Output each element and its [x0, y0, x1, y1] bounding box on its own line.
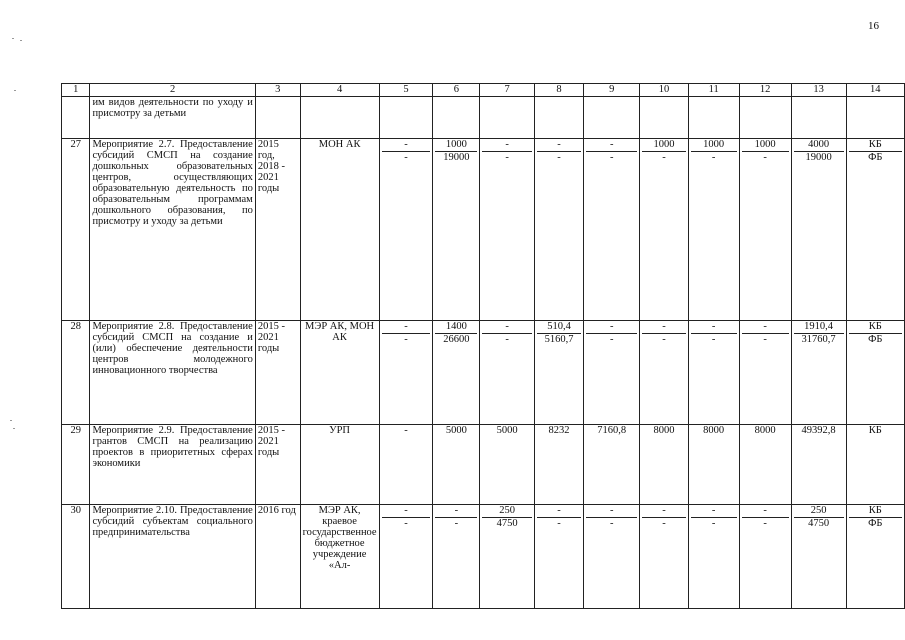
value: -	[404, 425, 408, 436]
value: -	[586, 321, 637, 334]
value: 5000	[496, 425, 518, 436]
value: 49392,8	[801, 425, 836, 436]
header-cell: 14	[846, 84, 904, 97]
value-cell	[640, 425, 688, 505]
value: -	[662, 152, 666, 163]
value-cell	[379, 425, 433, 505]
value: 8232	[548, 425, 570, 436]
cell	[584, 97, 640, 139]
value: -	[763, 152, 767, 163]
period: 2016 год	[255, 505, 300, 609]
value-cell	[584, 139, 640, 321]
value: -	[482, 321, 532, 334]
value-cell	[534, 505, 583, 609]
value: -	[557, 518, 561, 529]
value-cell	[640, 321, 688, 425]
value-cell	[379, 505, 433, 609]
executor: МЭР АК, МОН АК	[300, 321, 379, 425]
scan-speck	[13, 428, 15, 429]
value-cell	[640, 139, 688, 321]
value: 4750	[808, 518, 830, 529]
value: -	[382, 321, 431, 334]
header-cell: 13	[791, 84, 846, 97]
table-row	[62, 139, 905, 321]
value: -	[404, 518, 408, 529]
funding-source: КБ	[868, 425, 882, 436]
value: -	[454, 518, 459, 529]
value: -	[609, 152, 614, 163]
scan-speck	[12, 38, 14, 39]
value: 1910,4	[794, 321, 844, 334]
value: -	[404, 334, 408, 345]
value: -	[763, 334, 767, 345]
scan-speck	[10, 420, 12, 421]
source-cell	[846, 321, 904, 425]
funding-source: ФБ	[868, 152, 883, 163]
continuation-text: им видов деятельности по уходу и присмотру за детьми	[90, 97, 255, 139]
funding-source: ФБ	[868, 334, 883, 345]
value: -	[711, 152, 716, 163]
row-number: 29	[62, 425, 90, 505]
scan-speck	[14, 90, 16, 91]
header-cell: 6	[433, 84, 480, 97]
period: 2015 год, 2018 - 2021 годы	[255, 139, 300, 321]
value-cell	[739, 505, 791, 609]
value: 1000	[691, 139, 737, 152]
value: -	[537, 139, 581, 152]
value: 1400	[435, 321, 477, 334]
cell	[534, 97, 583, 139]
measure-description: Мероприятие 2.10. Предоставление субсидий субъектам социального предпринимательства	[90, 505, 255, 609]
period: 2015 - 2021 годы	[255, 321, 300, 425]
row-number: 30	[62, 505, 90, 609]
value-cell	[379, 139, 433, 321]
value: -	[586, 505, 637, 518]
header-cell: 7	[480, 84, 535, 97]
row-number: 28	[62, 321, 90, 425]
period: 2015 - 2021 годы	[255, 425, 300, 505]
value-cell	[379, 321, 433, 425]
header-cell: 10	[640, 84, 688, 97]
value: -	[557, 152, 561, 163]
value-cell	[584, 321, 640, 425]
value-cell	[534, 425, 583, 505]
value: 7160,8	[597, 425, 627, 436]
value-cell	[791, 505, 846, 609]
value: 250	[794, 505, 844, 518]
measure-description: Мероприятие 2.9. Предоставление грантов СМСП на реализацию проектов в приоритетных сферах экономики	[90, 425, 255, 505]
header-cell: 8	[534, 84, 583, 97]
header-cell: 4	[300, 84, 379, 97]
value: 1000	[435, 139, 477, 152]
value-cell	[433, 321, 480, 425]
value-cell	[433, 425, 480, 505]
executor: МОН АК	[300, 139, 379, 321]
value: 510,4	[537, 321, 581, 334]
value: -	[505, 334, 509, 345]
funding-source: ФБ	[868, 518, 883, 529]
cell	[688, 97, 739, 139]
cell	[791, 97, 846, 139]
value: -	[662, 518, 666, 529]
value: 31760,7	[801, 334, 836, 345]
value-cell	[480, 139, 535, 321]
value: -	[742, 321, 789, 334]
value: 8000	[653, 425, 675, 436]
value-cell	[791, 139, 846, 321]
cell	[255, 97, 300, 139]
cell	[300, 97, 379, 139]
value: 250	[482, 505, 532, 518]
value: -	[505, 152, 509, 163]
header-cell: 9	[584, 84, 640, 97]
cell	[846, 97, 904, 139]
header-cell: 1	[62, 84, 90, 97]
executor: УРП	[300, 425, 379, 505]
value: -	[404, 152, 408, 163]
value: -	[586, 139, 637, 152]
row-number: 27	[62, 139, 90, 321]
scan-speck	[20, 40, 22, 41]
value: -	[537, 505, 581, 518]
value-cell	[534, 139, 583, 321]
value-cell	[433, 505, 480, 609]
cell	[739, 97, 791, 139]
value: 4000	[794, 139, 844, 152]
value: 19000	[805, 152, 832, 163]
value-cell	[739, 425, 791, 505]
value: -	[691, 321, 737, 334]
page-number: 16	[868, 20, 879, 32]
measure-description: Мероприятие 2.8. Предоставление субсидий СМСП на создание и (или) обеспечение деятельности центров молодежного инновационного творчества	[90, 321, 255, 425]
value-cell	[739, 321, 791, 425]
value: -	[711, 334, 716, 345]
header-row	[62, 84, 905, 97]
cell	[379, 97, 433, 139]
value: 8000	[754, 425, 776, 436]
table-row	[62, 425, 905, 505]
source-cell	[846, 505, 904, 609]
header-cell: 2	[90, 84, 255, 97]
value: 5160,7	[544, 334, 574, 345]
funding-source: КБ	[849, 139, 902, 152]
header-cell: 5	[379, 84, 433, 97]
value-cell	[480, 425, 535, 505]
header-cell: 3	[255, 84, 300, 97]
cell	[640, 97, 688, 139]
funding-source: КБ	[849, 321, 902, 334]
cell	[480, 97, 535, 139]
value: -	[382, 505, 431, 518]
funding-source: КБ	[849, 505, 902, 518]
value-cell	[791, 321, 846, 425]
value: -	[382, 139, 431, 152]
value: -	[642, 321, 685, 334]
value: -	[435, 505, 477, 518]
cell	[62, 97, 90, 139]
cell	[433, 97, 480, 139]
value-cell	[480, 321, 535, 425]
table-row	[62, 505, 905, 609]
measure-description: Мероприятие 2.7. Предоставление субсидий СМСП на создание дошкольных образовательных центров, осуществляющих образовательную деятельность по образовательным программам дошкольного образования, по присмотру и уходу за детьми	[90, 139, 255, 321]
value-cell	[584, 425, 640, 505]
value: 19000	[443, 152, 470, 163]
value: -	[711, 518, 716, 529]
value-cell	[688, 505, 739, 609]
source-cell	[846, 425, 904, 505]
value: -	[482, 139, 532, 152]
value: 26600	[443, 334, 470, 345]
value: -	[763, 518, 767, 529]
value-cell	[791, 425, 846, 505]
value-cell	[534, 321, 583, 425]
value-cell	[640, 505, 688, 609]
value: -	[662, 334, 666, 345]
table-row	[62, 321, 905, 425]
value: -	[742, 505, 789, 518]
header-cell: 12	[739, 84, 791, 97]
value-cell	[739, 139, 791, 321]
value: 4750	[496, 518, 518, 529]
executor: МЭР АК, краевое государственное бюджетное учреждение «Ал-	[300, 505, 379, 609]
table-row-continuation	[62, 97, 905, 139]
value: -	[642, 505, 685, 518]
value: -	[609, 518, 614, 529]
value-cell	[688, 425, 739, 505]
value: 5000	[445, 425, 467, 436]
value: 1000	[742, 139, 789, 152]
value-cell	[688, 139, 739, 321]
value-cell	[480, 505, 535, 609]
value-cell	[433, 139, 480, 321]
value: 8000	[703, 425, 725, 436]
value-cell	[688, 321, 739, 425]
value: 1000	[642, 139, 685, 152]
value-cell	[584, 505, 640, 609]
header-cell: 11	[688, 84, 739, 97]
budget-table	[61, 83, 905, 609]
source-cell	[846, 139, 904, 321]
value: -	[691, 505, 737, 518]
value: -	[609, 334, 614, 345]
